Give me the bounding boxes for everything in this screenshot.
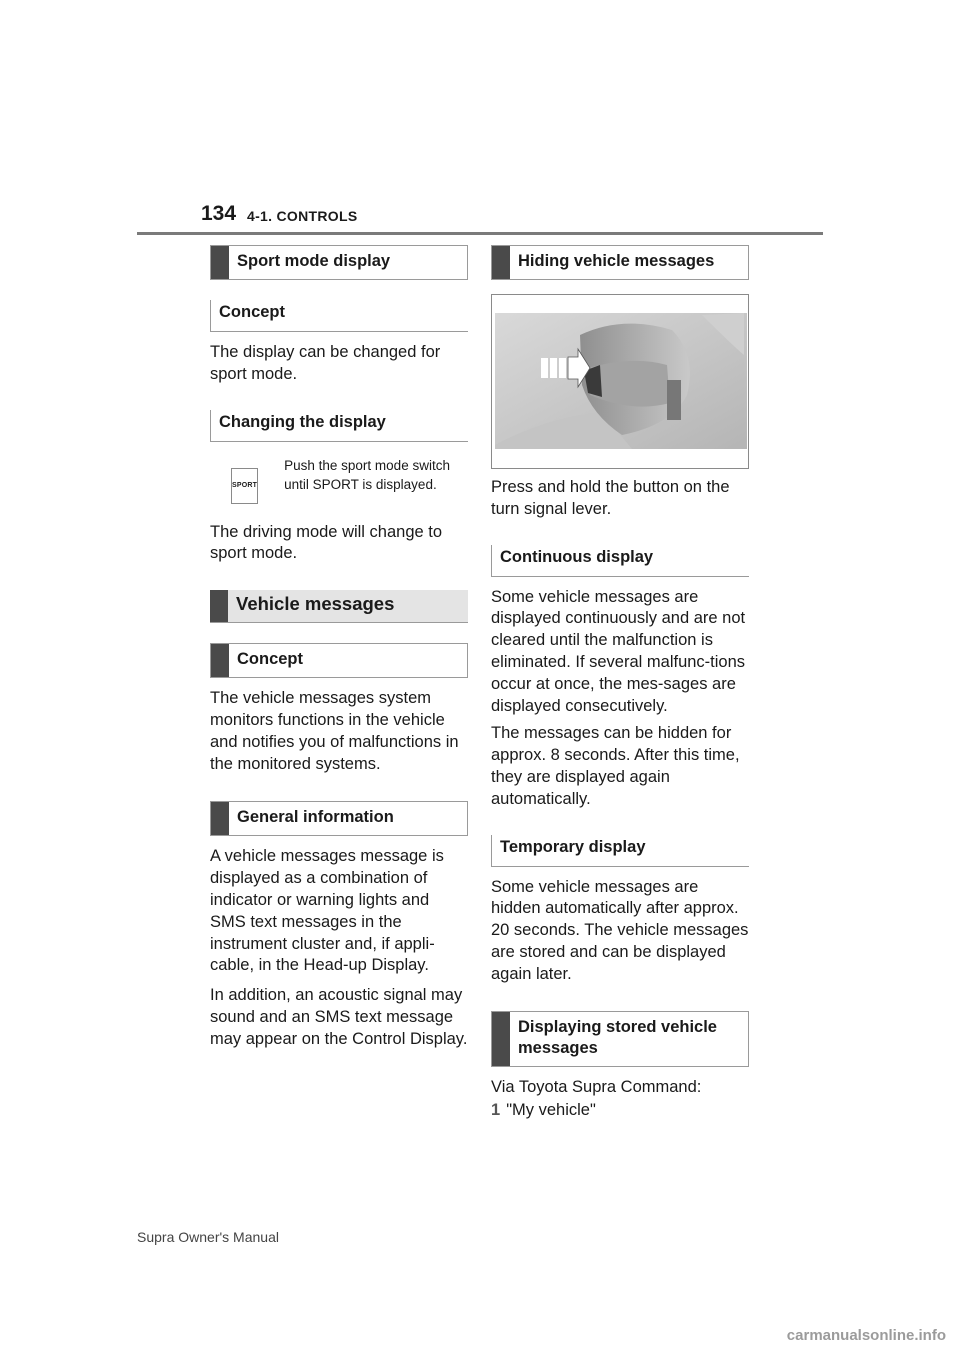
subheading-continuous-display: Continuous display xyxy=(491,545,749,577)
watermark: carmanualsonline.info xyxy=(786,1327,946,1344)
hiding-text: Press and hold the button on the turn signal lever. xyxy=(491,478,730,518)
driving-mode-text: The driving mode will change to sport mode. xyxy=(210,522,443,563)
page-number: 134 xyxy=(201,202,237,225)
heading-sport-mode-display: Sport mode display xyxy=(210,245,468,280)
sport-button-icon: SPORT xyxy=(231,468,258,504)
continuous-text-1: Some vehicle messages are displayed continuously and are not cleared until the malfunction is eliminated. If several malfunc-tions occur at once, the mes-sages are displayed consecutively. xyxy=(491,587,746,715)
subheading-concept: Concept xyxy=(210,300,468,332)
general-info-text-2: In addition, an acoustic signal may sound and an SMS text message may appear on the Control Display. xyxy=(210,986,468,1048)
heading-general-information: General information xyxy=(210,801,468,836)
via-text: Via Toyota Supra Command: xyxy=(491,1077,702,1096)
sport-instruction-text: Push the sport mode switch until SPORT is displayed. xyxy=(284,457,450,492)
general-info-text-1: A vehicle messages message is displayed as a combination of indicator or warning lights and SMS text messages in the instrument cluster and, if appli-cable, in the Head-up Display. xyxy=(210,847,444,975)
section-title: 4-1. CONTROLS xyxy=(247,208,358,224)
header-rule xyxy=(137,232,823,235)
subheading-temporary-display: Temporary display xyxy=(491,835,749,867)
continuous-text-2: The messages can be hidden for approx. 8 seconds. After this time, they are displayed again automatically. xyxy=(491,724,740,808)
right-column xyxy=(491,245,749,1122)
footer-manual-title: Supra Owner's Manual xyxy=(137,1229,279,1245)
subheading-changing-display: Changing the display xyxy=(210,410,468,442)
sport-mode-text: The display can be changed for sport mode. xyxy=(210,343,441,383)
temporary-text: Some vehicle messages are hidden automatically after approx. 20 seconds. The vehicle messages are stored and can be displayed again later. xyxy=(491,877,749,983)
heading-vehicle-messages: Vehicle messages xyxy=(210,590,468,623)
step-text: "My vehicle" xyxy=(506,1101,596,1120)
step-number: 1 xyxy=(491,1101,501,1120)
sport-instruction xyxy=(210,456,468,504)
heading-concept: Concept xyxy=(210,643,468,678)
turn-signal-lever-photo xyxy=(491,294,749,469)
vehicle-messages-text: The vehicle messages system monitors functions in the vehicle and notifies you of malfunctions in the monitored systems. xyxy=(210,689,459,773)
turn-signal-lever-illustration xyxy=(492,295,749,469)
heading-hiding-vehicle-messages: Hiding vehicle messages xyxy=(491,245,749,280)
heading-displaying-stored-messages: Displaying stored vehicle messages xyxy=(491,1011,749,1067)
left-column xyxy=(210,245,468,1051)
step-1 xyxy=(491,1100,749,1122)
